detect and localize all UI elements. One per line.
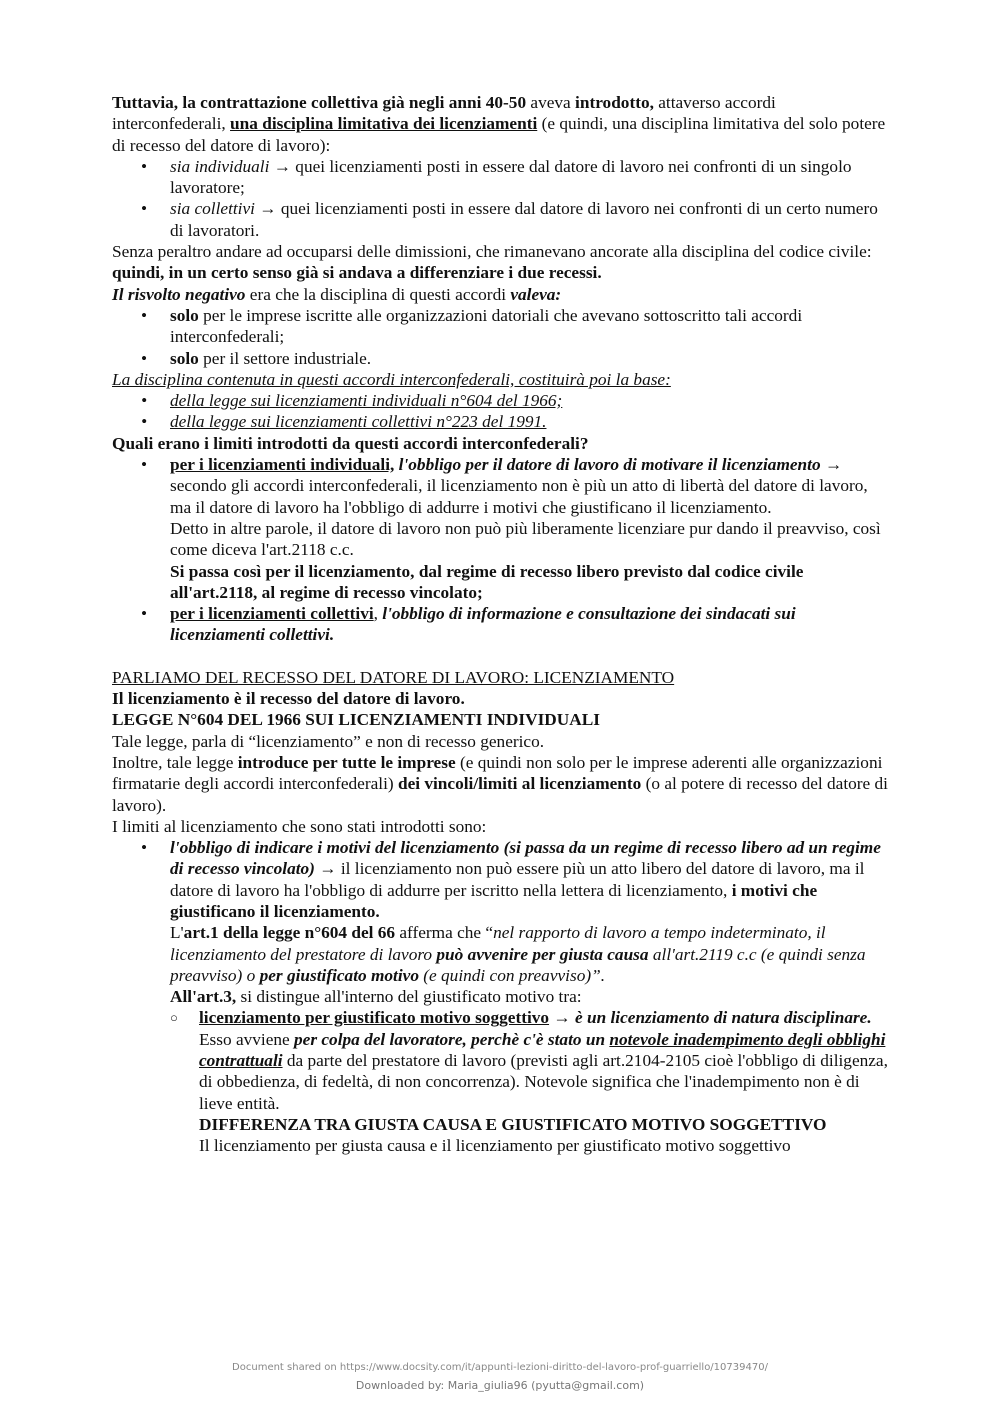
- bullet: •: [141, 156, 148, 176]
- text: →: [549, 1008, 575, 1028]
- text: Inoltre, tale legge: [112, 752, 238, 772]
- text: Detto in altre parole, il datore di lavoro non può più liberamente licenziare pur dando il preavviso, così come diceva l'art.2118 c.c.: [170, 518, 881, 560]
- bold-italic-text: l'obbligo di informazione e consultazione dei sindacati sui licenziamenti collettivi.: [170, 604, 796, 645]
- text: (e quindi, una disciplina limitativa del solo potere di recesso del datore di lavoro):: [112, 114, 886, 155]
- italic-text: nel rapporto di lavoro a tempo indeterminato, il licenziamento del prestatore di lavoro: [170, 923, 826, 964]
- bold-italic-text: valeva:: [510, 284, 562, 304]
- bullet: •: [141, 604, 148, 624]
- text: si distingue all'interno del giustificato motivo tra:: [236, 987, 582, 1007]
- bullet: •: [141, 455, 148, 475]
- bold-underlined-text: per i licenziamenti collettivi: [170, 604, 374, 624]
- bullet: •: [141, 391, 148, 411]
- bold-text: solo: [170, 348, 199, 368]
- question-heading: Quali erano i limiti introdotti da questi accordi interconfederali?: [112, 433, 589, 453]
- bold-text: art.1 della legge n°604 del 66: [183, 923, 396, 943]
- bold-italic-text: l'obbligo di indicare i motivi del licenziamento (si passa da un regime di recesso libero ad un regime di recesso vincolato): [170, 838, 881, 879]
- text: ,: [373, 604, 383, 624]
- text: afferma che “: [395, 923, 494, 943]
- text: → quei licenziamenti posti in essere dal datore di lavoro nei confronti di un singolo lavoratore;: [170, 156, 852, 198]
- list-limiti-accordi: [112, 305, 890, 369]
- bold-text: introdotto,: [575, 93, 654, 112]
- bullet: •: [141, 305, 148, 325]
- paragraph-legge: Tale legge, parla di “licenziamento” e non di recesso generico.: [112, 731, 545, 751]
- law-heading: LEGGE N°604 DEL 1966 SUI LICENZIAMENTI INDIVIDUALI: [112, 710, 601, 730]
- bold-underlined-text: licenziamento per giustificato motivo soggettivo: [199, 1008, 550, 1028]
- list-item: [112, 603, 890, 646]
- text: Il licenziamento per giusta causa e il licenziamento per giustificato motivo soggettivo: [199, 1136, 791, 1156]
- bold-italic-underlined-text: notevole inadempimento degli obblighi contrattuali: [199, 1029, 886, 1071]
- bold-text: dei vincoli/limiti al licenziamento: [397, 774, 642, 794]
- list-item: [112, 156, 890, 199]
- text: L': [170, 923, 184, 943]
- text: era che la disciplina di questi accordi: [245, 284, 511, 304]
- text: per il settore industriale.: [198, 348, 372, 368]
- footer-downloaded-by: Downloaded by: Maria_giulia96 (pyutta@gmail.com): [355, 1379, 645, 1392]
- footer-shared-on: Document shared on https://www.docsity.com/it/appunti-lezioni-diritto-del-lavoro-prof-guarriello/10739470/: [232, 1362, 768, 1373]
- list-limiti-legge: [112, 837, 890, 1156]
- text: (e quindi non solo per le imprese aderenti alle organizzazioni firmatarie degli accordi interconfederali): [112, 752, 883, 794]
- bold-text: Tuttavia, la contrattazione collettiva già negli anni 40-50: [112, 93, 527, 112]
- spacer: [112, 646, 890, 667]
- section-subheading: Il licenziamento è il recesso del datore di lavoro.: [112, 689, 465, 709]
- text: per le imprese iscritte alle organizzazioni datoriali che avevano sottoscritto tali accordi interconfederali;: [170, 305, 803, 347]
- italic-text: all'art.2119 c.c (e quindi senza preavviso) o: [170, 944, 866, 985]
- italic-text: sia individuali: [170, 156, 270, 176]
- text: (o al potere di recesso del datore di lavoro).: [112, 774, 888, 815]
- bold-italic-text: per colpa del lavoratore, perchè c'è stato un: [294, 1029, 610, 1049]
- sublist-giustificato-motivo: [170, 1007, 890, 1156]
- bullet: •: [141, 348, 148, 368]
- bold-text: solo: [170, 305, 199, 325]
- text: della legge sui licenziamenti collettivi n°223 del 1991.: [170, 412, 547, 432]
- text: Senza peraltro andare ad occuparsi delle dimissioni, che rimanevano ancorate alla disciplina del codice civile:: [112, 242, 872, 262]
- document-page: [112, 92, 890, 1157]
- text: da parte del prestatore di lavoro (previsti agli art.2104-2105 cioè l'obbligo di diligenza, di obbedienza, di fedeltà, di non concorrenza). Notevole significa che l'inadempimento non è di lieve entità.: [199, 1051, 888, 1113]
- list-item: [112, 454, 890, 603]
- text: attaverso accordi interconfederali,: [112, 93, 776, 134]
- section-heading: PARLIAMO DEL RECESSO DEL DATORE DI LAVORO: LICENZIAMENTO: [112, 667, 675, 687]
- text: → il licenziamento non può essere più un atto libero del datore di lavoro, ma il datore di lavoro ha l'obbligo di addurre per iscritto nella lettera di licenziamento,: [170, 859, 865, 900]
- list-licenziamenti-tipi: [112, 156, 890, 241]
- bold-italic-text: l'obbligo per il datore di lavoro di motivare il licenziamento: [394, 455, 821, 475]
- list-limiti-introdotti: [112, 454, 890, 646]
- bold-text: i motivi che giustificano il licenziamento.: [170, 880, 818, 921]
- bold-text: quindi, in un certo senso già si andava a differenziare i due recessi.: [112, 263, 602, 283]
- text: aveva: [526, 93, 576, 112]
- list-item: [112, 348, 890, 369]
- text: → secondo gli accordi interconfederali, il licenziamento non è più un atto di libertà del datore di lavoro, ma il datore di lavoro ha l'obbligo di addurre i motivi che giustificano il licenziamento.: [170, 455, 868, 517]
- italic-text: (e quindi con preavviso)”.: [418, 965, 606, 985]
- paragraph-dimissioni: [112, 241, 890, 284]
- paragraph-inoltre: [112, 752, 890, 816]
- bullet: •: [141, 838, 148, 858]
- list-item: [112, 837, 890, 1156]
- list-item: [112, 411, 890, 432]
- bold-italic-text: Il risvolto negativo: [112, 284, 246, 304]
- paragraph-risvolto: [112, 284, 890, 305]
- paragraph-limiti: I limiti al licenziamento che sono stati introdotti sono:: [112, 816, 487, 836]
- list-item: [170, 1007, 890, 1156]
- bold-italic-text: per giustificato motivo: [259, 965, 419, 985]
- bullet: ○: [170, 1010, 178, 1026]
- bold-text: introduce per tutte le imprese: [237, 752, 456, 772]
- bold-text: Si passa così per il licenziamento, dal regime di recesso libero previsto dal codice civile all'art.2118, al regime di recesso vincolato;: [170, 561, 804, 602]
- bold-text: DIFFERENZA TRA GIUSTA CAUSA E GIUSTIFICATO MOTIVO SOGGETTIVO: [199, 1114, 827, 1134]
- paragraph-base: La disciplina contenuta in questi accordi interconfederali, costituirà poi la base:: [112, 369, 671, 389]
- list-leggi: [112, 390, 890, 433]
- bold-text: All'art.3,: [170, 987, 237, 1007]
- bold-underlined-text: una disciplina limitativa dei licenziamenti: [230, 114, 538, 134]
- bullet: •: [141, 412, 148, 432]
- bold-underlined-text: per i licenziamenti individuali,: [170, 455, 395, 475]
- bold-italic-text: è un licenziamento di natura disciplinare.: [574, 1008, 872, 1028]
- bullet: •: [141, 199, 148, 219]
- list-item: [112, 390, 890, 411]
- text: → quei licenziamenti posti in essere dal datore di lavoro nei confronti di un certo numero di lavoratori.: [170, 199, 878, 240]
- list-item: [112, 198, 890, 241]
- text: della legge sui licenziamenti individuali n°604 del 1966;: [170, 391, 563, 411]
- text: Esso avviene: [199, 1029, 295, 1049]
- bold-italic-text: può avvenire per giusta causa: [436, 944, 649, 964]
- italic-text: sia collettivi: [170, 199, 255, 219]
- paragraph-intro: [112, 92, 890, 156]
- list-item: [112, 305, 890, 348]
